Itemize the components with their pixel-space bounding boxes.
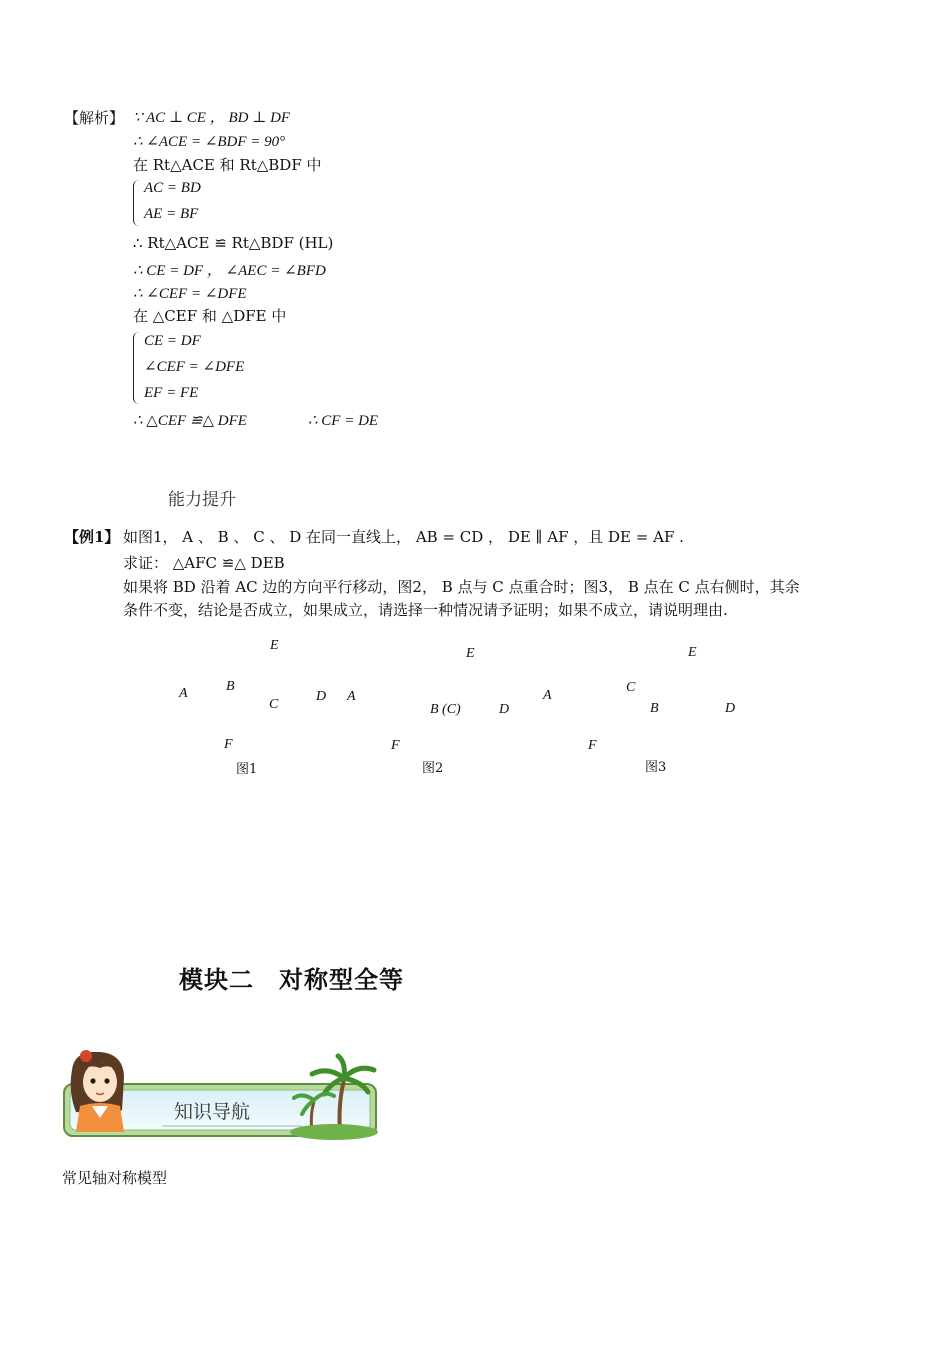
example-extra-1: 如果将 BD 沿着 AC 边的方向平行移动，图2， B 点与 C 点重合时；图3， B 点在 C 点右侧时，其余 xyxy=(123,578,800,596)
fig3-caption: 图3 xyxy=(645,760,667,775)
fig2-label-BC: B (C) xyxy=(430,702,461,717)
fig1-label-A: A xyxy=(179,686,188,701)
analysis-line-10: CE = DF xyxy=(144,333,201,349)
module-title: 模块二 对称型全等 xyxy=(179,966,404,994)
example-prove: 求证： △AFC ≌△ DEB xyxy=(123,554,285,572)
analysis-line-14: ∴ CF = DE xyxy=(308,413,379,429)
fig1-label-F: F xyxy=(224,737,233,752)
fig1-label-C: C xyxy=(269,697,279,712)
fig1-label-D: D xyxy=(316,689,327,704)
analysis-line-13: ∴ △CEF ≌△ DFE xyxy=(133,413,247,429)
fig3-label-C: C xyxy=(626,680,636,695)
analysis-tag: 【解析】 xyxy=(64,109,125,127)
analysis-line-7: ∴ CE = DF ， ∠AEC = ∠BFD xyxy=(133,263,326,279)
analysis-line-2: ∴ ∠ACE = ∠BDF = 90° xyxy=(133,134,286,150)
fig3-label-A: A xyxy=(543,688,552,703)
brace-1 xyxy=(133,180,141,226)
fig3-label-F: F xyxy=(588,738,597,753)
analysis-line-1: ∵ AC ⊥ CE ， BD ⊥ DF xyxy=(133,110,291,126)
fig2-label-F: F xyxy=(391,738,400,753)
fig2-caption: 图2 xyxy=(422,761,444,776)
fig2-label-E: E xyxy=(466,646,475,661)
common-model-heading: 常见轴对称模型 xyxy=(62,1169,168,1187)
analysis-line-3: 在 Rt△ACE 和 Rt△BDF 中 xyxy=(133,156,322,174)
example-tag: 【例1】 xyxy=(64,528,120,546)
fig1-caption: 图1 xyxy=(236,762,258,777)
fig1-label-E: E xyxy=(270,638,279,653)
banner-graphic xyxy=(62,1048,382,1140)
example-stem: 如图1， A 、 B 、 C 、 D 在同一直线上， AB = CD ， DE ∥ AF ，且 DE = AF . xyxy=(123,528,684,546)
fig2-label-D: D xyxy=(499,702,510,717)
fig2-label-A: A xyxy=(347,689,356,704)
analysis-line-11: ∠CEF = ∠DFE xyxy=(144,359,245,375)
brace-2 xyxy=(133,332,141,404)
analysis-line-8: ∴ ∠CEF = ∠DFE xyxy=(133,286,247,302)
fig3-label-D: D xyxy=(725,701,736,716)
analysis-line-5: AE = BF xyxy=(144,206,199,222)
girl-avatar-icon xyxy=(71,1050,124,1132)
analysis-line-4: AC = BD xyxy=(144,180,201,196)
banner-text: 知识导航 xyxy=(174,1101,251,1123)
fig3-label-E: E xyxy=(688,645,697,660)
analysis-line-12: EF = FE xyxy=(144,385,199,401)
knowledge-nav-banner xyxy=(62,1048,382,1140)
fig1-label-B: B xyxy=(226,679,235,694)
analysis-line-6: ∴ Rt△ACE ≌ Rt△BDF (HL) xyxy=(133,234,334,252)
fig3-label-B: B xyxy=(650,701,659,716)
example-extra-2: 条件不变，结论是否成立，如果成立，请选择一种情况请予证明；如果不成立，请说明理由. xyxy=(123,601,728,619)
analysis-line-9: 在 △CEF 和 △DFE 中 xyxy=(133,307,287,325)
section-title: 能力提升 xyxy=(168,490,236,510)
